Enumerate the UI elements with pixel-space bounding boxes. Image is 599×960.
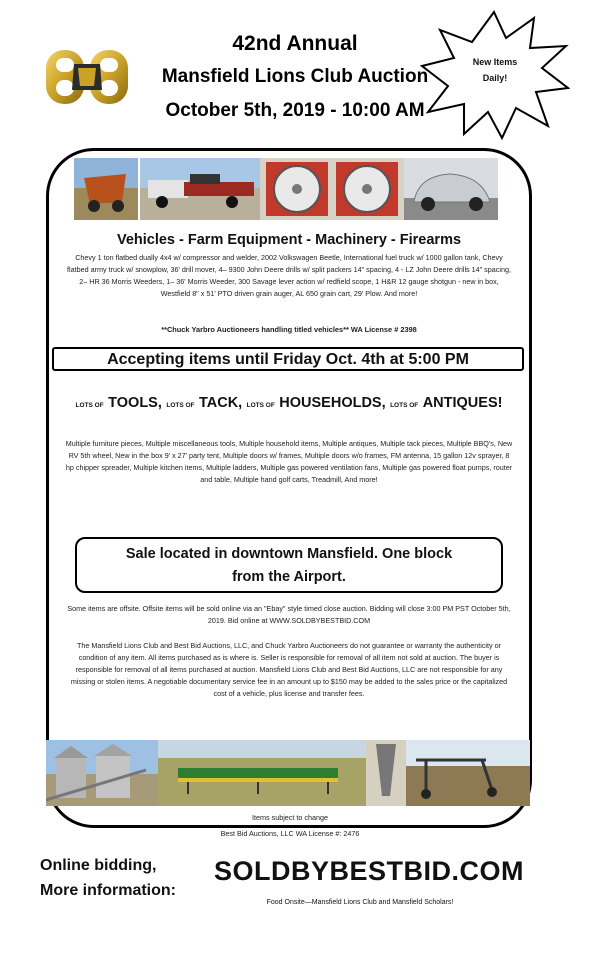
best-bid-license-note: Best Bid Auctions, LLC WA License #: 2476 (220, 829, 360, 838)
grain-bins-photo (46, 740, 158, 806)
main-panel-frame (46, 148, 532, 828)
grain-cart-photo (74, 158, 138, 220)
event-date-title: October 5th, 2019 - 10:00 AM (165, 100, 425, 121)
new-items-badge (440, 54, 550, 86)
disclaimer-text: The Mansfield Lions Club and Best Bid Auctions, LLC, and Chuck Yarbro Auctioneers do not guarantee or warranty the authenticity or condition of any item. All items purchased as is where is. Seller is responsible for removal of all item not sold at auction. The buyer is responsible for removal of all items purchased at auction. Mansfield Lions Club and Best Bid Auctions, LLC are not responsible for any missing or stolen items. A negotiable documentary service fee in an amount up to $150 may be added to the sales price or the capitalized cost of a vehicle, plus license and transfer fees. (70, 641, 508, 698)
lions-club-logo (44, 46, 130, 108)
misc-items-description: Multiple furniture pieces, Multiple miscellaneous tools, Multiple household items, Multiple antiques, Multiple tack pieces, Multiple BBQ's, New RV 5th wheel, New in the box 9' x 27' party tent, Multiple doors w/ frames, Multiple doors w/o frames, FM antenna, 15 gallon 12v sprayer, 8 hp chipper spreader, Multiple kitchen items, Multiple ladders, Multiple gas powered ventilation fans, Multiple gas powered float pumps, router and table, Multiple hand golf carts, Treadmill, And more! (65, 439, 513, 484)
lots-of-label-1: LOTS OF (75, 402, 104, 409)
subject-to-change-note: Items subject to change (252, 813, 328, 822)
event-name-title: Mansfield Lions Club Auction (161, 66, 429, 87)
badge-line-1: New Items (472, 57, 518, 67)
online-bidding-label: Online bidding, (40, 857, 157, 874)
vehicles-description: Chevy 1 ton flatbed dually 4x4 w/ compressor and welder, 2002 Volkswagen Beetle, International fuel truck w/ 1000 gallon tank, Chevy flatbed army truck w/ snowplow, 36' drill mover, 4– 9300 John Deere drills w/ split packers 14" spacing, 4 - LZ John Deere drills 14" spacing, 2– HR 36 Morris Weeders, 1– 36' Morris Weeder, 300 Savage lever action w/ redfield scope, 1 H&R 12 gauge shotgun - new in box, Westfield 8" x 51' PTO driven grain auger, AL 650 grain cart, 29' Plow. And more! (67, 253, 511, 298)
lots-households: HOUSEHOLDS, (279, 395, 386, 411)
food-onsite-note: Food Onsite—Mansfield Lions Club and Mansfield Scholars! (266, 899, 454, 906)
john-deere-drills-photo (158, 740, 366, 806)
sale-location-line-1: Sale located in downtown Mansfield. One block (125, 546, 453, 562)
lots-of-label-2: LOTS OF (166, 402, 195, 409)
sale-location-banner (75, 537, 503, 593)
lots-line (60, 394, 518, 412)
accepting-items-banner: Accepting items until Friday Oct. 4th at 5:00 PM (52, 347, 524, 371)
more-information-label: More information: (40, 882, 176, 899)
auctioneer-license-note: **Chuck Yarbro Auctioneers handling titled vehicles** WA License # 2398 (161, 325, 417, 334)
category-heading: Vehicles - Farm Equipment - Machinery - Firearms (116, 232, 462, 248)
flatbed-truck-photo (140, 158, 260, 220)
lots-tools: TOOLS, (108, 395, 162, 411)
grain-auger-photo (366, 740, 406, 806)
volkswagen-beetle-photo (404, 158, 498, 220)
lots-tack: TACK, (198, 395, 243, 411)
badge-line-2: Daily! (482, 73, 508, 83)
drill-mover-photo (406, 740, 530, 806)
lots-antiques: ANTIQUES! (422, 395, 503, 411)
lots-of-label-3: LOTS OF (246, 402, 275, 409)
ventilation-fans-photo (260, 158, 404, 220)
sale-location-line-2: from the Airport. (232, 569, 346, 585)
event-edition-title: 42nd Annual (232, 32, 358, 55)
offsite-items-note: Some items are offsite. Offsite items will be sold online via an "Ebay" style timed close auction. Bidding will close 3:00 PM PST October 5th, 2019. Bid online at WWW.SOLDBYBESTBID.COM (67, 604, 511, 625)
website-link[interactable]: SOLDBYBESTBID.COM (214, 856, 525, 886)
lots-of-label-4: LOTS OF (390, 402, 419, 409)
